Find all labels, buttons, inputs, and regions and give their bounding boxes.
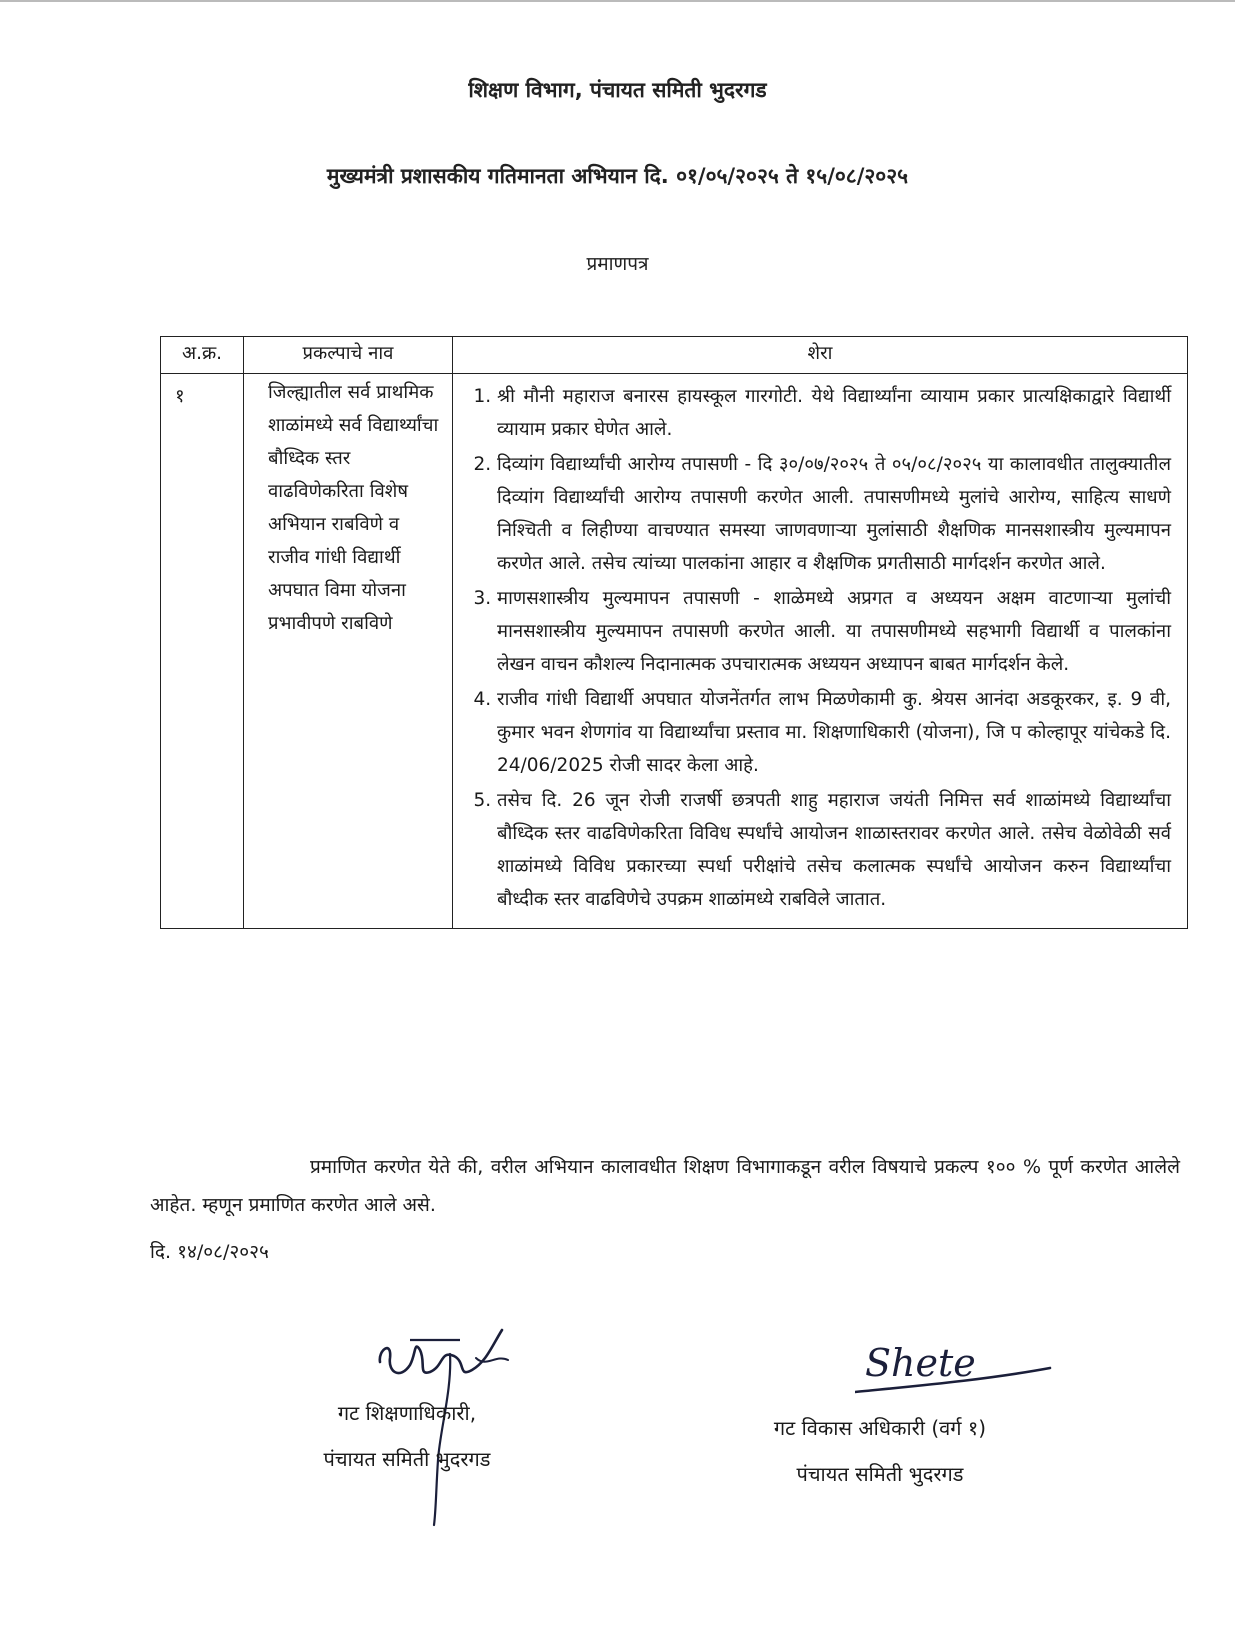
table-header-row (161, 337, 1188, 374)
certification-paragraph: प्रमाणित करणेत येते की, वरील अभियान कालावधीत शिक्षण विभागाकडून वरील विषयाचे प्रकल्प १०० % पूर्ण करणेत आलेले आहेत. म्हणून प्रमाणित करणेत आले असे. (150, 1156, 1180, 1216)
right-signature (855, 1340, 1055, 1400)
list-item: 3. माणसशास्त्रीय मुल्यमापन तपासणी - शाळेमध्ये अप्रगत व अध्ययन अक्षम वाटणाऱ्या मुलांची मानसशास्त्रीय मुल्यमापन तपासणी करणेत आली. या तपासणीमध्ये सहभागी विद्यार्थी व पालकांना लेखन वाचन कौशल्य निदानात्मक उपचारात्मक अध्ययन अध्यापन बाबत मार्गदर्शन केले. (497, 582, 1171, 681)
left-signatory (262, 1390, 552, 1482)
list-item: 2. दिव्यांग विद्यार्थ्यांची आरोग्य तपासणी - दि ३०/०७/२०२५ ते ०५/०८/२०२५ या कालावधीत तालुक्यातील दिव्यांग विद्यार्थ्यांची आरोग्य तपासणी करणेत आली. तपासणीमध्ये मुलांचे आरोग्य, साहित्य साधणे निश्चिती व लिहीण्या वाचण्यात समस्या जाणवणाऱ्या मुलांसाठी शैक्षणिक मानसशास्त्रीय मुल्यमापन करणेत आले. तसेच त्यांच्या पालकांना आहार व शैक्षणिक प्रगतीसाठी मार्गदर्शन करणेत आले. (497, 448, 1171, 580)
right-signatory-office: पंचायत समिती भुदरगड (796, 1462, 964, 1486)
document-type-heading: प्रमाणपत्र (586, 253, 649, 275)
header-remarks: शेरा (453, 337, 1188, 374)
serial-number: १ (161, 374, 244, 929)
left-signatory-title: गट शिक्षणाधिकारी, (337, 1401, 477, 1425)
list-item: 1. श्री मौनी महाराज बनारस हायस्कूल गारगोटी. येथे विद्यार्थ्यांना व्यायाम प्रकार प्रात्यक्षिकाद्वारे विद्यार्थी व्यायाम प्रकार घेणेत आले. (497, 380, 1171, 446)
table-row (161, 374, 1188, 929)
left-signatory-office: पंचायत समिती भुदरगड (323, 1447, 491, 1471)
office-heading: शिक्षण विभाग, पंचायत समिती भुदरगड (468, 78, 767, 102)
list-item: 4. राजीव गांधी विद्यार्थी अपघात योजनेंतर्गत लाभ मिळणेकामी कु. श्रेयस आनंदा अडकूरकर, इ. 9 वी, कुमार भवन शेणगांव या विद्यार्थ्यांचा प्रस्ताव मा. शिक्षणाधिकारी (योजना), जि प कोल्हापूर यांचेकडे दि. 24/06/2025 रोजी सादर केला आहे. (497, 683, 1171, 782)
issue-date: दि. १४/०८/२०२५ (150, 1241, 269, 1263)
svg-text:Shete: Shete (865, 1341, 976, 1385)
project-name: जिल्ह्यातील सर्व प्राथमिक शाळांमध्ये सर्व विद्यार्थ्यांचा बौध्दिक स्तर वाढविणेकरिता विशेष अभियान राबविणे व राजीव गांधी विद्यार्थी अपघात विमा योजना प्रभावीपणे राबविणे (244, 374, 453, 929)
remarks-list (467, 380, 1171, 916)
remarks-cell (453, 374, 1188, 929)
scan-edge-line (0, 0, 1235, 2)
campaign-heading: मुख्यमंत्री प्रशासकीय गतिमानता अभियान दि. ०१/०५/२०२५ ते १५/०८/२०२५ (326, 164, 909, 188)
header-serial: अ.क्र. (161, 337, 244, 374)
header-project-name: प्रकल्पाचे नाव (244, 337, 453, 374)
right-signatory-title: गट विकास अधिकारी (वर्ग १) (773, 1416, 987, 1440)
list-item: 5. तसेच दि. 26 जून रोजी राजर्षी छत्रपती शाहु महाराज जयंती निमित्त सर्व शाळांमध्ये विद्यार्थ्यांचा बौध्दिक स्तर वाढविणेकरिता विविध स्पर्धांचे आयोजन शाळास्तरावर करणेत आले. तसेच वेळोवेळी सर्व शाळांमध्ये विविध प्रकारच्या स्पर्धा परीक्षांचे तसेच कलात्मक स्पर्धांचे आयोजन करुन विद्यार्थ्यांचा बौध्दीक स्तर वाढविणेचे उपक्रम शाळांमध्ये राबविले जातात. (497, 784, 1171, 916)
project-table (160, 336, 1188, 929)
right-signatory (700, 1405, 1060, 1497)
